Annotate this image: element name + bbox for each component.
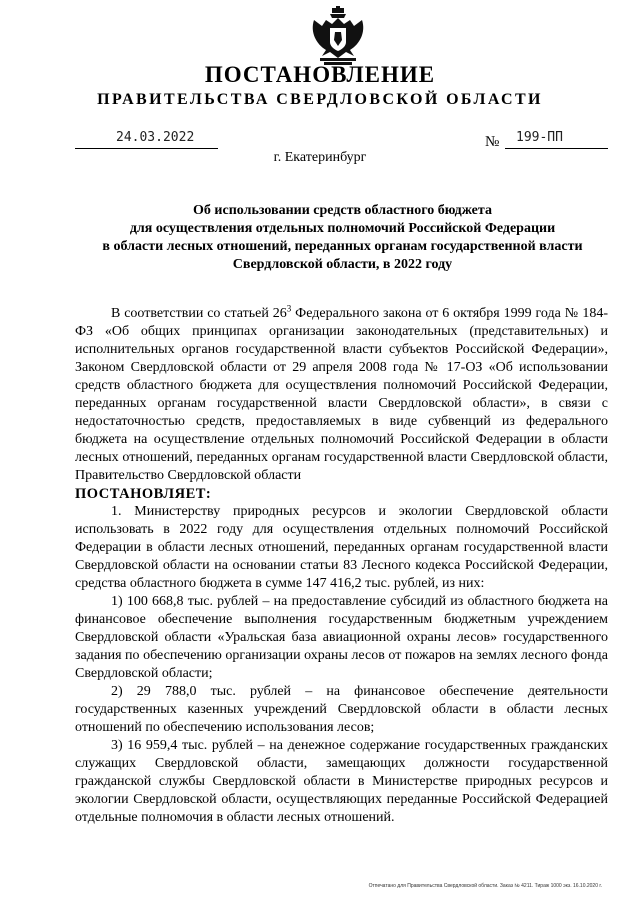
preamble-paragraph <box>75 305 608 485</box>
heading-line-4: Свердловской области, в 2022 году <box>232 257 453 272</box>
document-heading <box>60 202 625 274</box>
heading-line-1: Об использовании средств областного бюджета <box>193 203 492 218</box>
preamble-part-b: Федерального закона от 6 октября 1999 года № 184-ФЗ «Об общих принципах организации законодательных (представительных) и исполнительных органов государственной власти субъектов Российской Федерации», Законом Свердловской области от 29 апреля 2008 года № 17-ОЗ «Об использовании средств областного бюджета для осуществления полномочий Российской Федерации, переданных органам государственной власти Свердловской области», в связи с недостаточностью средств, предоставляемых в виде субвенций из федерального бюджета на осуществление отдельных полномочий Российской Федерации в области лесных отношений, переданных органам государственной власти Свердловской области, Правительство Свердловской области <box>75 306 608 483</box>
document-body <box>75 305 608 827</box>
city: г. Екатеринбург <box>273 150 367 165</box>
date-underline <box>75 148 218 149</box>
coat-of-arms-emblem <box>310 6 366 66</box>
issuer-title: ПРАВИТЕЛЬСТВА СВЕРДЛОВСКОЙ ОБЛАСТИ <box>97 91 543 108</box>
number-label: № <box>485 134 500 150</box>
decree-word: ПОСТАНОВЛЯЕТ: <box>75 486 212 502</box>
document-type-title: ПОСТАНОВЛЕНИЕ <box>204 62 436 87</box>
item-1: 1. Министерству природных ресурсов и экологии Свердловской области использовать в 2022 году для осуществления отдельных полномочий Российской Федерации в области лесных отношений, переданных органам государственной власти Свердловской области на основании статьи 83 Лесного кодекса Российской Федерации, средства областного бюджета в сумме 147 416,2 тыс. рублей, из них: <box>75 504 608 591</box>
print-footer: Отпечатано для Правительства Свердловской области. Заказ № 4211. Тираж 1000 экз. 16.10.2020 г. <box>368 883 602 889</box>
document-date: 24.03.2022 <box>116 130 195 145</box>
number-underline <box>505 148 608 149</box>
preamble-part-a: В соответствии со статьей 26 <box>111 306 287 321</box>
item-1-3: 3) 16 959,4 тыс. рублей – на денежное содержание государственных гражданских служащих Свердловской области, замещающих должности государственной гражданской службы Свердловской области в Министерстве природных ресурсов и экологии Свердловской области, осуществляющих переданные Российской Федерацией отдельные полномочия в области лесных отношений. <box>75 738 608 825</box>
item-1-2: 2) 29 788,0 тыс. рублей – на финансовое обеспечение деятельности государственных казенных учреждений Свердловской области в области лесных отношений по обеспечению использования лесов; <box>75 684 608 735</box>
heading-line-3: в области лесных отношений, переданных органам государственной власти <box>102 239 583 254</box>
heading-line-2: для осуществления отдельных полномочий Российской Федерации <box>129 221 556 236</box>
article-superscript: 3 <box>286 303 292 314</box>
document-number: 199-ПП <box>516 130 563 145</box>
item-1-1: 1) 100 668,8 тыс. рублей – на предоставление субсидий из областного бюджета на финансовое обеспечение выполнения государственным бюджетным учреждением Свердловской области «Уральская база авиационной охраны лесов» государственного задания по обеспечению организации охраны лесов от пожаров на землях лесного фонда Свердловской области; <box>75 594 608 681</box>
